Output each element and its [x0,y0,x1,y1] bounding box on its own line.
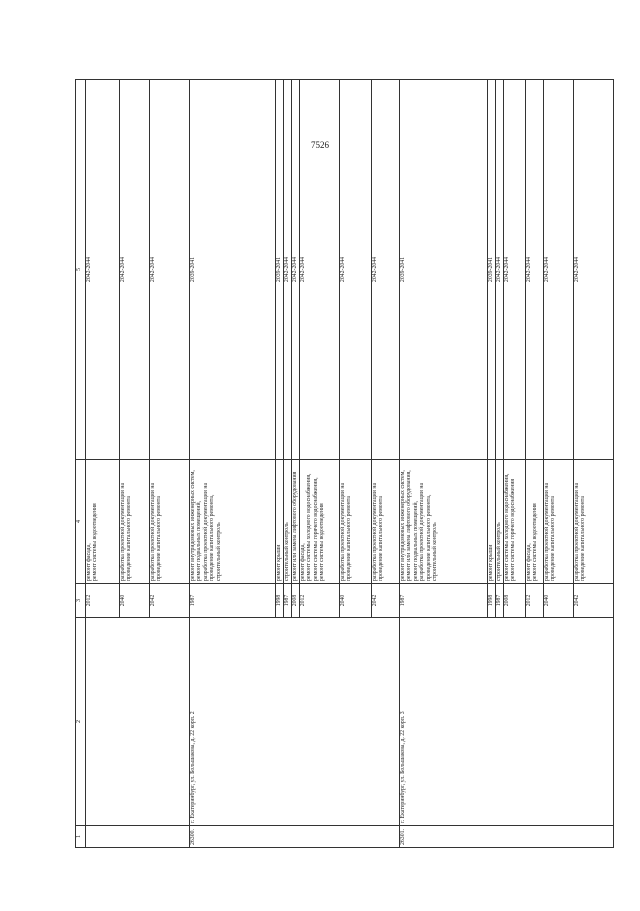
year-cell: 2042 [150,584,190,618]
period-cell: 2042-2044 [300,80,340,460]
work-description-cell: ремонт фасада, ремонт системы холодного водоснабжения, ремонт системы горячего водоснабжения, ремонт системы водоотведения [300,460,340,584]
work-description-cell: разработка проектной документации на проведение капитального ремонта [574,460,614,584]
work-description-cell: ремонт фасада, ремонт системы водоотведения [526,460,544,584]
year-cell: 1987 [190,584,276,618]
page-number: 7526 [311,140,329,150]
year-cell: 2040 [120,584,150,618]
header-row [76,80,86,848]
work-description-cell: ремонт внутридомовых инженерных систем, ремонт подвальных помещений, разработка проектной документации на проведение капитального ремонта, строительный контроль [190,460,276,584]
period-cell: 2042-2044 [340,80,372,460]
year-cell: 1987 [400,584,488,618]
table-row [400,80,488,848]
period-cell: 2042-2044 [504,80,526,460]
period-cell: 2039-2041 [276,80,284,460]
period-cell: 2042-2044 [120,80,150,460]
work-description-cell: разработка проектной документации на проведение капитального ремонта [544,460,574,584]
year-cell: 2008 [292,584,300,618]
period-cell: 2042-2044 [372,80,400,460]
address-cell [86,618,190,826]
year-cell: 2040 [340,584,372,618]
address-cell: г. Екатеринбург, ул. Большакова, д. 22 корп. 3 [400,618,614,826]
period-cell: 2042-2044 [292,80,300,460]
rotated-table-container [75,80,587,848]
period-cell: 2039-2041 [190,80,276,460]
period-cell: 2042-2044 [86,80,120,460]
period-cell: 2042-2044 [150,80,190,460]
repair-schedule-table [75,79,614,848]
period-cell: 2042-2044 [496,80,504,460]
period-cell: 2042-2044 [284,80,292,460]
header-col-4: 4 [76,460,86,584]
work-description-cell: ремонт крыши [276,460,284,584]
work-description-cell: ремонт крыши [488,460,496,584]
work-description-cell: строительный контроль [284,460,292,584]
row-number-cell: 26300. [190,826,400,848]
period-cell: 2042-2044 [574,80,614,460]
year-cell: 2008 [504,584,526,618]
year-cell: 2012 [526,584,544,618]
work-description-cell: ремонт фасада, ремонт системы водоотведения [86,460,120,584]
row-number-cell: 26301. [400,826,614,848]
header-col-1: 1 [76,826,86,848]
work-description-cell: ремонт внутридомовых инженерных систем, ремонт или замена лифтового оборудования, ремонт подвальных помещений, разработка проектной документации на проведение капитального ремонта, строительный контроль [400,460,488,584]
period-cell: 2042-2044 [544,80,574,460]
header-col-3: 3 [76,584,86,618]
period-cell: 2039-2041 [400,80,488,460]
year-cell: 1987 [496,584,504,618]
year-cell: 2040 [544,584,574,618]
year-cell: 1987 [284,584,292,618]
table-row [86,80,120,848]
work-description-cell: разработка проектной документации на проведение капитального ремонта [372,460,400,584]
address-cell: г. Екатеринбург, ул. Большакова, д. 22 корп. 2 [190,618,400,826]
work-description-cell: разработка проектной документации на проведение капитального ремонта [150,460,190,584]
year-cell: 2042 [574,584,614,618]
row-number-cell [86,826,190,848]
year-cell: 2012 [86,584,120,618]
period-cell: 2042-2044 [526,80,544,460]
year-cell: 2012 [300,584,340,618]
year-cell: 2042 [372,584,400,618]
work-description-cell: разработка проектной документации на проведение капитального ремонта [120,460,150,584]
header-col-2: 2 [76,618,86,826]
header-col-5: 5 [76,80,86,460]
work-description-cell: ремонт системы холодного водоснабжения, ремонт системы горячего водоснабжения [504,460,526,584]
year-cell: 1998 [276,584,284,618]
table-body [86,80,614,848]
table-row [190,80,276,848]
year-cell: 1998 [488,584,496,618]
period-cell: 2039-2041 [488,80,496,460]
work-description-cell: строительный контроль [496,460,504,584]
work-description-cell: разработка проектной документации на проведение капитального ремонта [340,460,372,584]
work-description-cell: ремонт или замена лифтового оборудования [292,460,300,584]
